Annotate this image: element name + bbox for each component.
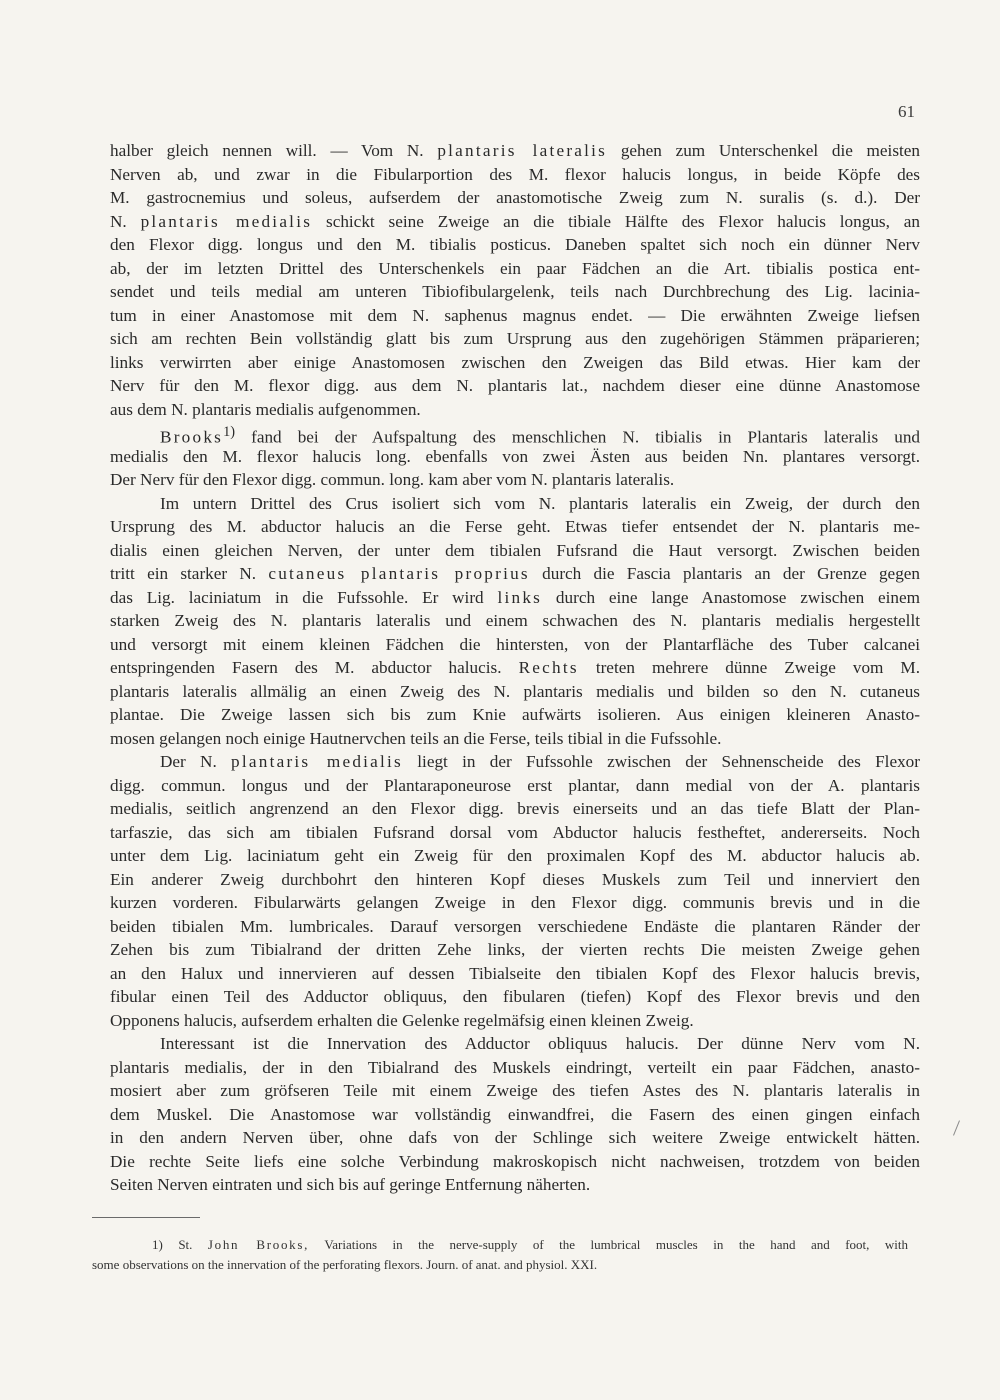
- text-line: tum in einer Anastomose mit dem N. saphenus magnus endet. — Die erwähnten Zweige liefsen: [110, 305, 920, 325]
- text-line: [110, 656, 920, 680]
- spaced-term: links: [497, 587, 543, 607]
- spaced-term: Brooks: [160, 427, 224, 447]
- text-line: fibular einen Teil des Adductor obliquus, den fibularen (tiefen) Kopf des Flexor brevis und den: [110, 987, 920, 1006]
- text-span: fand bei der Aufspaltung des menschlichen N. tibialis in Plantaris lateralis und: [251, 427, 921, 447]
- text-line: [110, 210, 920, 234]
- text-line: Der Nerv für den Flexor digg. commun. long. kam aber vom N. plantaris lateralis.: [110, 470, 675, 489]
- text-line: medialis den M. flexor halucis long. ebenfalls von zwei Ästen aus beiden Nn. plantares versorgt.: [110, 446, 920, 466]
- text-line: beiden tibialen Mm. lumbricales. Darauf versorgen verschiedene Endäste die plantaren Ränder der: [110, 916, 920, 936]
- text-span: das Lig. laciniatum in die Fufssohle. Er wird: [110, 587, 484, 607]
- text-span: Der N.: [160, 752, 217, 771]
- text-line: an den Halux und innervieren auf dessen Tibialseite den tibialen Kopf des Flexor halucis brevis,: [110, 963, 920, 983]
- text-line: aus dem N. plantaris medialis aufgenommen.: [110, 399, 421, 419]
- text-span: halber gleich nennen will. — Vom N.: [110, 141, 424, 160]
- text-line: plantaris lateralis allmälig an einen Zweig des N. plantaris medialis und bilden so den N. cutaneus: [110, 681, 920, 701]
- text-line: [110, 586, 920, 610]
- text-line: plantaris medialis, der in den Tibialrand des Muskels eindringt, verteilt ein paar Fädchen, anasto-: [110, 1057, 920, 1077]
- text-line: mosen gelangen noch einige Hautnervchen teils an die Ferse, teils tibial in die Fufssohle.: [110, 728, 722, 748]
- spaced-term: plantaris medialis: [231, 752, 403, 771]
- text-line: tarfaszie, das sich am tibialen Fufsrand dorsal vom Abductor halucis festheftet, andererseits. Noch: [110, 822, 920, 842]
- text-line: kurzen vorderen. Fibularwärts gelangen Zweige in den Flexor digg. communis brevis und in die: [110, 893, 920, 912]
- text-span: Variations in the nerve-supply of the lumbrical muscles in the hand and foot, with: [324, 1237, 909, 1252]
- text-line: und versorgt mit einem kleinen Fädchen die hintersten, von der Plantarfläche des Tuber calcanei: [110, 634, 920, 654]
- footnote-line: some observations on the innervation of the perforating flexors. Journ. of anat. and physiol. XXI.: [92, 1257, 598, 1272]
- text-line: sendet und teils medial am unteren Tibiofibulargelenk, teils nach Durchbrechung des Lig. lacinia-: [110, 282, 920, 301]
- text-line: den Flexor digg. longus und den M. tibialis posticus. Daneben spaltet sich noch ein dünner Nerv: [110, 235, 920, 254]
- text-span: treten mehrere dünne Zweige vom M.: [595, 658, 921, 677]
- text-line: Opponens halucis, aufserdem erhalten die Gelenke regelmäfsig einen kleinen Zweig.: [110, 1010, 694, 1030]
- text-line: mosiert aber zum gröfseren Teile mit einem Zweige des tiefen Astes des N. plantaris lateralis in: [110, 1081, 920, 1100]
- text-line: Ursprung des M. abductor halucis an die Ferse geht. Etwas tiefer entsendet der N. plantaris me-: [110, 517, 920, 536]
- text-span: schickt seine Zweige an die tibiale Hälfte des Flexor halucis longus, an: [326, 211, 921, 231]
- spaced-term: plantaris lateralis: [437, 141, 608, 160]
- text-span: 1) St.: [152, 1237, 193, 1252]
- text-line: plantae. Die Zweige lassen sich bis zum Knie aufwärts isolieren. Aus einigen kleineren Anasto-: [110, 705, 920, 724]
- text-line: links verwirrten aber einige Anastomosen zwischen den Zweigen das Bild etwas. Hier kam der: [110, 352, 920, 372]
- text-line: in den andern Nerven über, ohne dafs von der Schlinge sich weitere Zweige entwickelt hätten.: [110, 1128, 920, 1147]
- text-span: gehen zum Unterschenkel die meisten: [620, 141, 921, 160]
- text-line: Nerv für den M. flexor digg. aus dem N. plantaris lat., nachdem dieser eine dünne Anastomose: [110, 376, 920, 395]
- text-line: [110, 750, 920, 774]
- text-line: [110, 562, 920, 586]
- text-span: tritt ein starker N.: [110, 564, 257, 583]
- text-line: Im untern Drittel des Crus isoliert sich vom N. plantaris lateralis ein Zweig, der durch den: [160, 493, 920, 513]
- page-number: 61: [898, 102, 915, 121]
- footnote-line: [92, 1235, 908, 1255]
- margin-mark: [953, 1120, 960, 1135]
- text-span: durch die Fascia plantaris an der Grenze gegen: [542, 564, 921, 583]
- text-line: Nerven ab, und zwar in die Fibularportion des M. flexor halucis longus, in beide Köpfe des: [110, 164, 920, 184]
- text-line: M. gastrocnemius und soleus, aufserdem der anastomotische Zweig zum N. suralis (s. d.). Der: [110, 188, 920, 207]
- text-span: N.: [110, 211, 127, 231]
- text-span: entspringenden Fasern des M. abductor halucis.: [110, 658, 502, 677]
- text-line: ab, der im letzten Drittel des Unterschenkels ein paar Fädchen an die Art. tibialis postica ent-: [110, 258, 920, 278]
- text-line: Die rechte Seite liefs eine solche Verbindung makroskopisch nicht nachweisen, trotzdem von beiden: [110, 1151, 920, 1171]
- spaced-term: Rechts: [518, 658, 579, 677]
- text-line: Zehen bis zum Tibialrand der dritten Zehe links, der vierten rechts Die meisten Zweige gehen: [110, 940, 920, 959]
- spaced-term: cutaneus plantaris proprius: [268, 564, 530, 583]
- text-line: Ein anderer Zweig durchbohrt den hinteren Kopf dieses Muskels zum Teil und innerviert den: [110, 869, 920, 889]
- text-line: [110, 421, 920, 445]
- text-line: Seiten Nerven eintraten und sich bis auf geringe Entfernung näherten.: [110, 1175, 591, 1194]
- text-line: digg. commun. longus und der Plantaraponeurose erst plantar, dann medial von der A. plantaris: [110, 775, 920, 795]
- spaced-term: John Brooks,: [207, 1237, 310, 1252]
- text-line: dem Muskel. Die Anastomose war vollständig einwandfrei, die Fasern des einen gingen einfach: [110, 1104, 920, 1124]
- text-span: liegt in der Fufssohle zwischen der Sehnenscheide des Flexor: [417, 752, 920, 771]
- spaced-term: plantaris medialis: [140, 211, 313, 231]
- text-line: medialis, seitlich angrenzend an den Flexor digg. brevis einerseits und an das tiefe Blatt der Plan-: [110, 799, 920, 818]
- text-line: unter dem Lig. laciniatum geht ein Zweig für den proximalen Kopf des M. abductor halucis ab.: [110, 846, 920, 865]
- text-line: starken Zweig des N. plantaris lateralis und einem schwachen des N. plantaris medialis hergestellt: [110, 611, 920, 630]
- text-line: sich am rechten Bein vollständig glatt bis zum Ursprung aus den zugehörigen Stämmen präparieren;: [110, 329, 920, 348]
- text-line: [110, 139, 920, 163]
- footnote-divider: [92, 1217, 200, 1218]
- footnote-ref: 1): [223, 424, 236, 440]
- text-line: Interessant ist die Innervation des Adductor obliquus halucis. Der dünne Nerv vom N.: [160, 1034, 920, 1053]
- text-span: durch eine lange Anastomose zwischen einem: [555, 587, 921, 607]
- text-line: dialis einen gleichen Nerven, der unter dem tibialen Fufsrand die Haut versorgt. Zwischen beiden: [110, 540, 920, 560]
- footnote: [92, 1235, 908, 1275]
- body-text: [110, 139, 920, 1197]
